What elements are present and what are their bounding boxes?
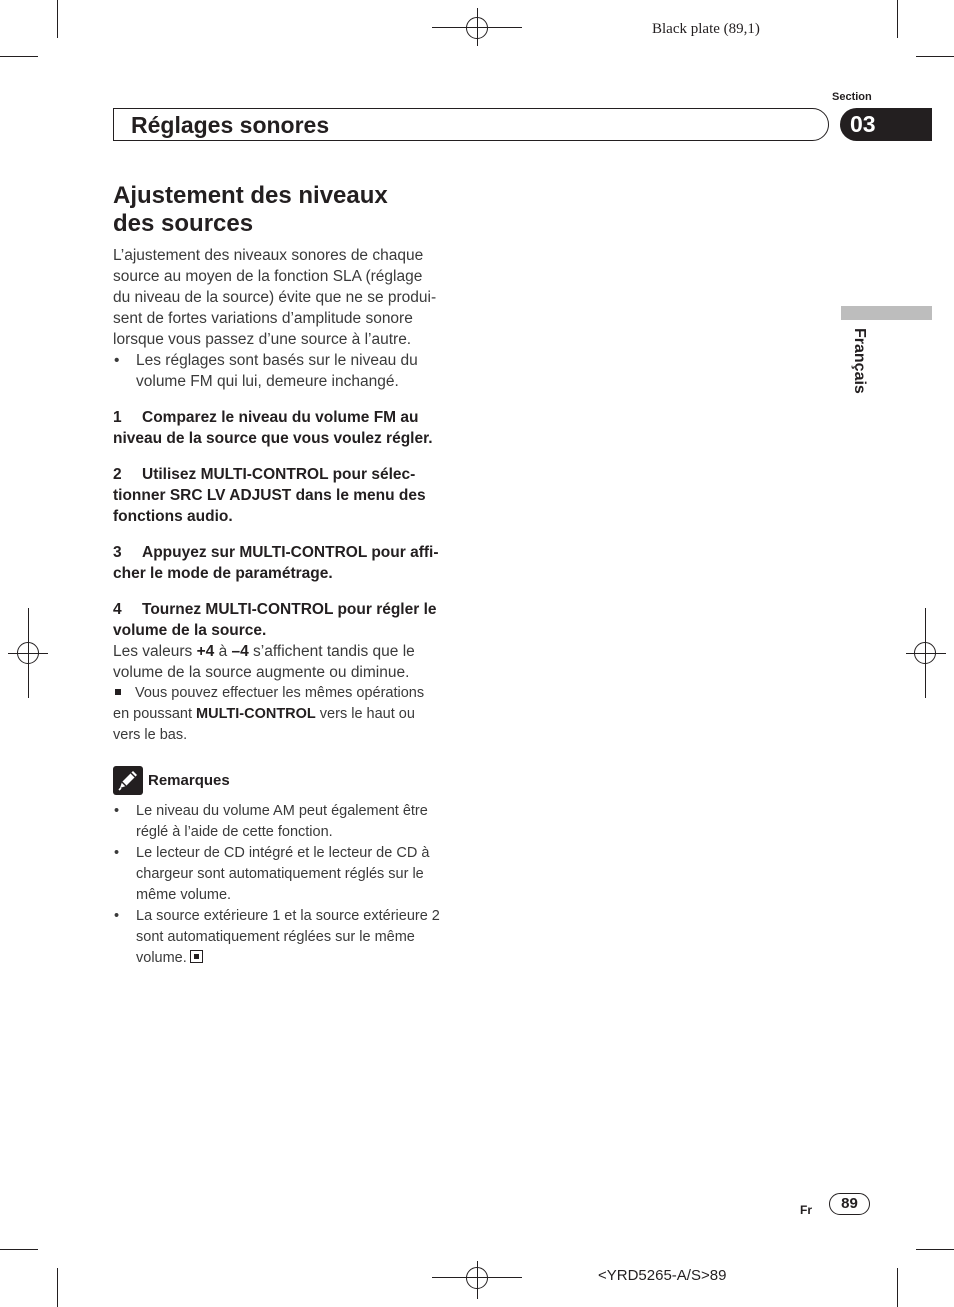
crop-mark-tl-v: [57, 0, 58, 38]
list-item: • Les réglages sont basés sur le niveau du volume FM qui lui, demeure inchangé.: [114, 352, 418, 390]
step-1: 1 Comparez le niveau du volume FM au niveau de la source que vous voulez régler.: [113, 409, 433, 447]
language-tab-bar: [841, 306, 932, 320]
crop-mark-tr-v: [897, 0, 898, 38]
page-number: 89: [841, 1195, 858, 1212]
section-number: 03: [850, 111, 876, 137]
section-label: Section: [832, 91, 872, 103]
notes-title: Remarques: [148, 772, 230, 789]
list-item: • La source extérieure 1 et la source extérieure 2 sont automatiquement réglées sur le même volume.: [114, 908, 440, 966]
bullet-icon: •: [114, 803, 120, 819]
step-4-detail: Les valeurs +4 à –4 s’affichent tandis que le volume de la source augmente ou diminue.: [113, 643, 415, 681]
plate-label: Black plate (89,1): [652, 21, 760, 37]
step-4: 4 Tournez MULTI-CONTROL pour régler le volume de la source.: [113, 601, 437, 639]
crop-mark-tr-h: [916, 56, 954, 57]
step-2: 2 Utilisez MULTI-CONTROL pour sélec- tionner SRC LV ADJUST dans le menu des fonctions audio.: [113, 466, 426, 525]
footer-lang-code: Fr: [800, 1203, 812, 1217]
intro-bullet-list: [113, 350, 463, 392]
bullet-icon: •: [114, 845, 120, 861]
step-4-note: Vous pouvez effectuer les mêmes opérations en poussant MULTI-CONTROL vers le haut ou vers le bas.: [113, 685, 425, 743]
article-heading: [113, 182, 463, 238]
article-heading-line: des sources: [113, 210, 254, 237]
section-number-badge: [840, 108, 932, 141]
crop-mark-bl-v: [57, 1268, 58, 1307]
notes-header: [113, 766, 463, 795]
bullet-icon: •: [114, 352, 120, 369]
section-title-bar: [113, 108, 829, 141]
crop-mark-tl-h: [0, 56, 38, 57]
pencil-note-icon: [113, 766, 143, 795]
list-item: • Le niveau du volume AM peut également être réglé à l’aide de cette fonction.: [114, 803, 428, 840]
end-of-section-icon: [190, 950, 203, 963]
main-column: [113, 182, 463, 969]
crop-mark-br-v: [897, 1268, 898, 1307]
bullet-icon: •: [114, 908, 120, 924]
crop-mark-br-h: [916, 1249, 954, 1250]
language-tab-label: Français: [851, 328, 868, 394]
intro-paragraph: L’ajustement des niveaux sonores de chaque source au moyen de la fonction SLA (réglage du niveau de la source) évite que ne se produi- sent de fortes variations d’amplitude sonore lorsque vous passez d’une source à l’autre.: [113, 247, 437, 348]
list-item: • Le lecteur de CD intégré et le lecteur de CD à chargeur sont automatiquement réglés sur le même volume.: [114, 845, 430, 903]
step-3: 3 Appuyez sur MULTI-CONTROL pour affi- cher le mode de paramétrage.: [113, 544, 439, 582]
section-title: Réglages sonores: [131, 112, 330, 138]
notes-list: [113, 801, 463, 969]
crop-mark-bl-h: [0, 1249, 38, 1250]
square-bullet-icon: [115, 689, 121, 695]
page-number-badge: [829, 1193, 870, 1215]
article-heading-line: Ajustement des niveaux: [113, 182, 388, 209]
job-code: <YRD5265-A/S>89: [598, 1267, 727, 1284]
